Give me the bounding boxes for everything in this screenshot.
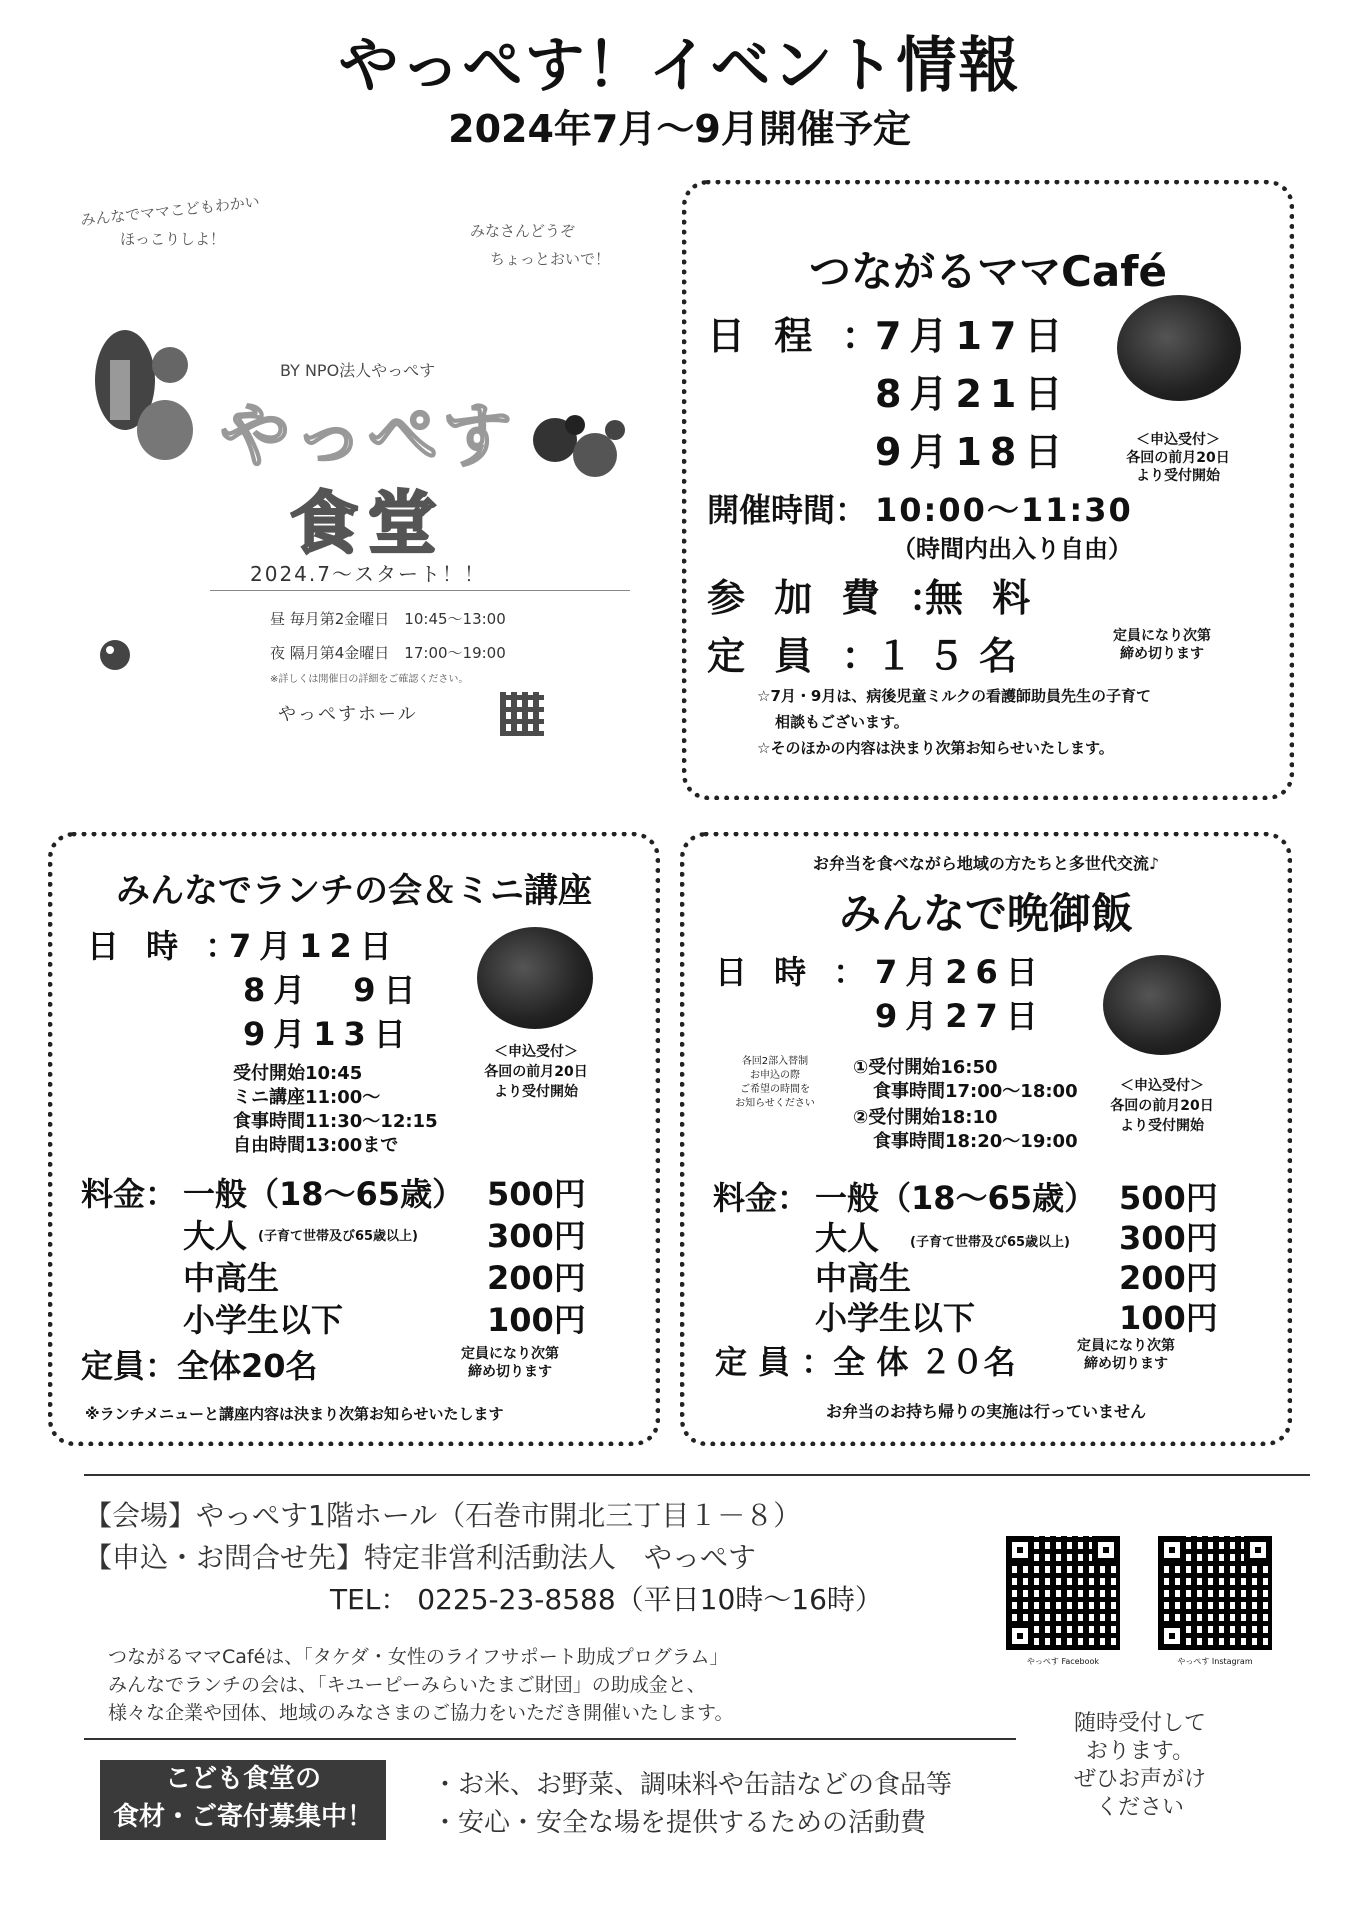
cafe-fee-value: 無 料 [925,576,1039,620]
dinner-apply-line2: より受付開始 [1120,1118,1204,1134]
donate-item-2: ・安心・安全な場を提供するための活動費 [432,1808,927,1838]
cafe-fee-label: 参 加 費 ： [707,576,955,620]
dinner-date-1: 7月26日 [875,953,1046,991]
dinner-fee-3-name: 中高生 [815,1259,912,1297]
cafe-cap-value: １５名 [875,634,1032,678]
cafe-apply-title: ＜申込受付＞ [1136,432,1220,448]
dinner-fee-2-note: (子育て世帯及び65歳以上) [910,1235,1070,1250]
poster-logo: やっぺす [220,395,516,477]
dinner-session-1: ①受付開始16:50 [853,1057,998,1078]
lunch-apply-line1: 各回の前月20日 [484,1064,588,1080]
dinner-fee-1-name: 一般（18〜65歳） [815,1179,1097,1217]
dinner-side-note-2: お申込の際 [750,1070,800,1081]
cafe-schedule-label: 日 程 ： [707,314,888,358]
cafe-time-value: 10:00〜11:30 [875,491,1133,529]
kids-illustration [520,400,640,500]
cafe-apply-line2: より受付開始 [1136,468,1220,484]
lunch-fee-label: 料金： [81,1175,178,1213]
instagram-qr-label: やっぺす Instagram [1177,1657,1253,1666]
lunch-fee-2-name: 大人 [183,1217,248,1255]
facebook-qr-label: やっぺす Facebook [1026,1657,1100,1666]
poster-dinner: 夜 隔月第4金曜日 17:00〜19:00 [270,644,506,662]
cafe-time-label: 開催時間： [707,491,868,529]
lunch-cap: 定員：全体20名 [81,1347,318,1385]
poster-tagline-4: ちょっとおいで！ [490,250,611,268]
dinner-badge [1103,955,1221,1055]
cafe-date-1: 7月17日 [875,314,1071,358]
dinner-fee-4-name: 小学生以下 [815,1299,976,1337]
lunch-schedule-2: ミニ講座11:00〜 [233,1087,381,1108]
footer-support-3: 様々な企業や団体、地域のみなさまのご協力をいただき開催いたします。 [108,1702,734,1724]
cafe-note-2: ☆そのほかの内容は決まり次第お知らせいたします。 [757,739,1114,757]
dinner-date-label: 日 時 ： [715,953,874,991]
poster-tagline-2: ほっこりしよ！ [120,230,226,248]
dinner-fee-2-price: 300円 [1119,1219,1218,1257]
dinner-fee-1-price: 500円 [1119,1179,1218,1217]
dinner-side-note-3: ご希望の時間を [740,1084,810,1095]
side-note-3: ぜひお声がけ [1073,1767,1206,1792]
dinner-intro: お弁当を食べながら地域の方たちと多世代交流♪ [812,854,1160,873]
donate-item-1: ・お米、お野菜、調味料や缶詰などの食品等 [432,1770,953,1800]
dinner-side-note [725,1055,825,1111]
page-title: やっぺす！イベント情報 [338,31,1021,101]
lunch-badge [477,927,593,1029]
page-subtitle: 2024年7月〜9月開催予定 [448,107,911,151]
cafe-box [682,180,1294,800]
side-note-4: ください [1095,1795,1184,1820]
lunch-schedule-1: 受付開始10:45 [233,1063,363,1084]
lunch-fee-3-name: 中高生 [183,1259,280,1297]
poster-divider [210,590,630,591]
footer-tel: TEL： 0225-23-8588（平日10時〜16時） [330,1583,883,1616]
banner-line-2: 食材・ご寄付募集中！ [112,1802,373,1832]
lunch-cap-note-2: 締め切ります [468,1364,552,1380]
dinner-date-2: 9月27日 [875,997,1046,1035]
side-note-1: 随時受付して [1073,1711,1206,1736]
dinner-fee-label: 料金： [713,1179,810,1217]
lunch-apply-line2: より受付開始 [494,1084,578,1100]
lunch-date-3: 9月13日 [243,1015,414,1053]
instagram-qr[interactable] [1158,1536,1272,1650]
side-note [1030,1710,1250,1822]
poster-qr [500,692,544,736]
dinner-apply-line1: 各回の前月20日 [1110,1098,1214,1114]
poster-tagline-1: みんなでママこどもわかい [79,192,261,230]
poster-start: 2024.7〜スタート！！ [250,562,486,586]
dinner-session-2: 食事時間17:00〜18:00 [873,1081,1078,1102]
cafe-note-1b: 相談もございます。 [775,713,909,731]
cafe-badge [1117,295,1241,401]
cafe-cap-note-1: 定員になり次第 [1113,628,1211,644]
cafe-title: つながるママCafé [809,247,1167,296]
dinner-fee-3-price: 200円 [1119,1259,1218,1297]
lunch-date-label: 日 時 ： [87,927,246,965]
cafe-cap-label: 定 員 ： [707,634,888,678]
bird-icon [90,630,140,680]
lunch-fee-4-price: 100円 [487,1301,586,1339]
lunch-cap-note-1: 定員になり次第 [461,1346,559,1362]
poster [50,180,670,780]
footer-support-1: つながるママCaféは、「タケダ・女性のライフサポート助成プログラム」 [108,1646,729,1668]
lunch-schedule-4: 自由時間13:00まで [233,1135,399,1156]
dinner-session-4: 食事時間18:20〜19:00 [873,1131,1078,1152]
facebook-qr[interactable] [1006,1536,1120,1650]
dinner-cap-note-2: 締め切ります [1084,1356,1168,1372]
lunch-schedule-3: 食事時間11:30〜12:15 [233,1111,438,1132]
lunch-date-1: 7月12日 [229,927,400,965]
poster-title: 食堂 [290,485,447,564]
dinner-cap-note-1: 定員になり次第 [1077,1338,1175,1354]
lunch-fee-1-price: 500円 [487,1175,586,1213]
footer-divider-top [84,1474,1310,1476]
dinner-cap: 定 員 ：全 体 ２０名 [715,1343,1016,1381]
dinner-side-note-1: 各回2部入替制 [741,1056,809,1067]
footer-divider-bottom [84,1738,1016,1740]
dinner-fee-2-name: 大人 [815,1219,880,1257]
child-illustration [70,320,210,470]
lunch-fee-3-price: 200円 [487,1259,586,1297]
footer-support-2: みんなでランチの会は、「キユーピーみらいたまご財団」の助成金と、 [108,1674,706,1696]
dinner-box [680,832,1292,1446]
dinner-fee-4-price: 100円 [1119,1299,1218,1337]
cafe-date-3: 9月18日 [875,430,1071,474]
dinner-title: みんなで晩御飯 [838,889,1133,938]
banner-line-1: こども食堂の [164,1764,321,1794]
cafe-date-2: 8月21日 [875,372,1071,416]
poster-tagline-3: みなさんどうぞ [470,222,576,240]
poster-by: BY NPO法人やっぺす [280,361,436,380]
poster-note: ※詳しくは開催日の詳細をご確認ください。 [270,674,469,685]
cafe-time-note: （時間内出入り自由） [892,535,1132,563]
lunch-box [48,832,660,1446]
cafe-note-1: ☆7月・9月は、病後児童ミルクの看護師助員先生の子育て [757,687,1152,705]
footer-contact: 【申込・お問合せ先】特定非営利活動法人 やっぺす [84,1541,757,1574]
lunch-fee-2-price: 300円 [487,1217,586,1255]
lunch-fee-2-note: (子育て世帯及び65歳以上) [258,1229,418,1244]
lunch-apply-title: ＜申込受付＞ [494,1044,578,1060]
dinner-footnote: お弁当のお持ち帰りの実施は行っていません [825,1402,1146,1421]
dinner-side-note-4: お知らせください [735,1098,815,1109]
lunch-fee-1-name: 一般（18〜65歳） [183,1175,465,1213]
cafe-apply-line1: 各回の前月20日 [1126,450,1230,466]
dinner-session-3: ②受付開始18:10 [853,1107,998,1128]
donation-banner [100,1760,386,1840]
poster-lunch: 昼 毎月第2金曜日 10:45〜13:00 [270,610,506,628]
lunch-title: みんなでランチの会＆ミニ講座 [116,871,592,911]
side-note-2: おります。 [1085,1739,1195,1764]
poster-venue: やっぺすホール [278,704,418,725]
cafe-cap-note-2: 締め切ります [1120,646,1204,662]
lunch-fee-4-name: 小学生以下 [183,1301,344,1339]
dinner-apply-title: ＜申込受付＞ [1120,1078,1204,1094]
lunch-date-2: 8月 9日 [243,971,424,1009]
lunch-footnote: ※ランチメニューと講座内容は決まり次第お知らせいたします [85,1405,504,1423]
footer-venue: 【会場】やっぺす1階ホール（石巻市開北三丁目１－８） [84,1499,802,1532]
